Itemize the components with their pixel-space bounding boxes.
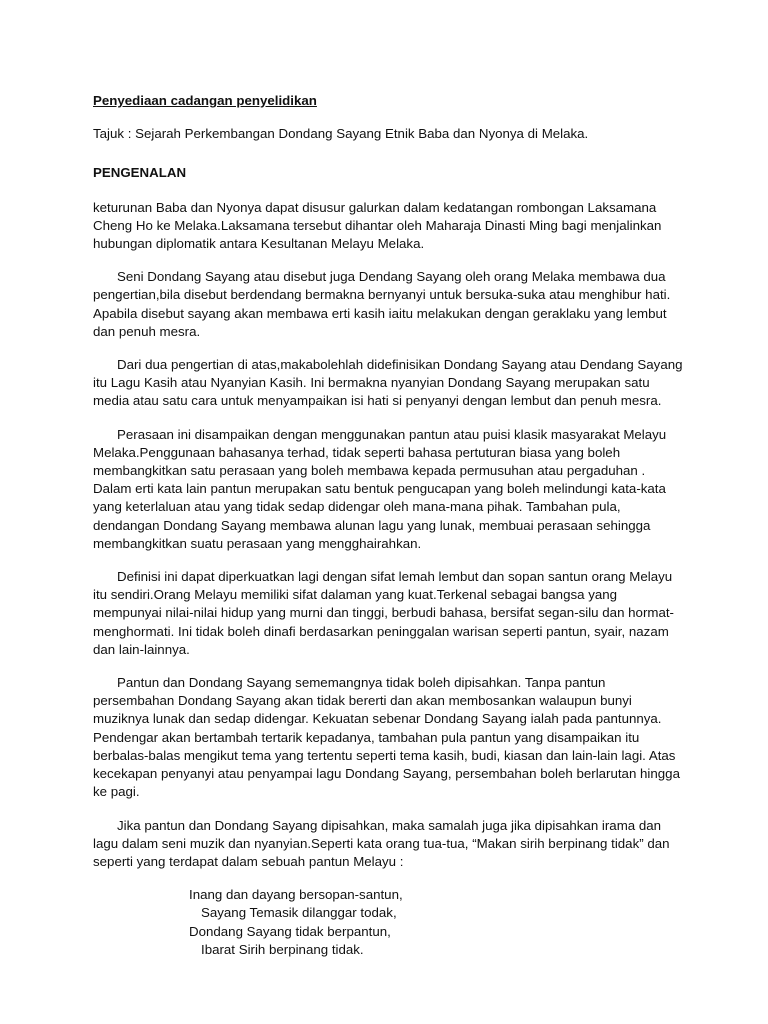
paragraph-7: Jika pantun dan Dondang Sayang dipisahkan, maka samalah juga jika dipisahkan irama dan lagu dalam seni muzik dan nyanyian.Seperti kata orang tua-tua, “Makan sirih berpinang tidak” dan seperti yang terdapat dalam sebuah pantun Melayu : (93, 817, 670, 869)
document-heading: Penyediaan cadangan penyelidikan (93, 93, 317, 108)
paragraph-1: keturunan Baba dan Nyonya dapat disusur galurkan dalam kedatangan rombongan Laksamana Cheng Ho ke Melaka.Laksamana tersebut dihantar oleh Maharaja Dinasti Ming bagi menjalinkan hubungan diplomatik antara Kesultanan Melayu Melaka. (93, 199, 662, 252)
pantun-verse (189, 886, 685, 959)
pantun-line-1: Inang dan dayang bersopan-santun, (189, 887, 403, 903)
paragraph-5: Definisi ini dapat diperkuatkan lagi dengan sifat lemah lembut dan sopan santun orang Melayu itu sendiri.Orang Melayu memiliki sifat dalaman yang kuat.Terkenal sebagai bangsa yang mempunyai nilai-nilai hidup yang murni dan tinggi, berbudi bahasa, bersifat segan-silu dan hormat-menghormati. Ini tidak boleh dinafi berdasarkan peninggalan warisan seperti pantun, syair, nazam dan lain-lainnya. (93, 569, 674, 657)
pantun-line-2: Sayang Temasik dilanggar todak, (201, 905, 397, 921)
document-title: Tajuk : Sejarah Perkembangan Dondang Sayang Etnik Baba dan Nyonya di Melaka. (93, 126, 589, 142)
document-body (93, 92, 685, 959)
pantun-line-3: Dondang Sayang tidak berpantun, (189, 923, 391, 939)
section-heading: PENGENALAN (93, 165, 187, 181)
paragraph-3: Dari dua pengertian di atas,makabolehlah didefinisikan Dondang Sayang atau Dendang Sayang itu Lagu Kasih atau Nyanyian Kasih. Ini bermakna nyanyian Dondang Sayang merupakan satu media atau satu cara untuk menyampaikan isi hati si penyanyi dengan lembut dan penuh mesra. (93, 357, 683, 409)
pantun-line-4: Ibarat Sirih berpinang tidak. (201, 941, 364, 957)
paragraph-6: Pantun dan Dondang Sayang sememangnya tidak boleh dipisahkan. Tanpa pantun persembahan Dondang Sayang akan tidak bererti dan akan membosankan walaupun bunyi muziknya lunak dan sedap didengar. Kekuatan sebenar Dondang Sayang ialah pada pantunnya. Pendengar akan bertambah tertarik kepadanya, tambahan pula pantun yang disampaikan itu berbalas-balas mengikut tema yang tertentu seperti tema kasih, budi, kiasan dan lain-lain lagi. Atas kecekapan penyanyi atau penyampai lagu Dondang Sayang, persembahan boleh berlarutan hingga ke pagi. (93, 675, 680, 800)
paragraph-4: Perasaan ini disampaikan dengan menggunakan pantun atau puisi klasik masyarakat Melayu Melaka.Penggunaan bahasanya terhad, tidak seperti bahasa pertuturan biasa yang boleh membangkitkan satu perasaan yang boleh membawa kepada permusuhan atau pergaduhan . Dalam erti kata lain pantun merupakan satu bentuk pengucapan yang boleh melindungi kata-kata yang keterlaluan atau yang tidak sedap didengar oleh mana-mana pihak. Tambahan pula, dendangan Dondang Sayang membawa alunan lagu yang lunak, membuai perasaan sehingga membangkitkan suatu perasaan yang mengghairahkan. (93, 426, 667, 551)
paragraph-2: Seni Dondang Sayang atau disebut juga Dendang Sayang oleh orang Melaka membawa dua pengertian,bila disebut berdendang bermakna bernyanyi untuk bersuka-suka atau menghibur hati. Apabila disebut sayang akan membawa erti kasih iaitu melakukan dengan geraklaku yang lembut dan penuh mesra. (93, 269, 671, 339)
